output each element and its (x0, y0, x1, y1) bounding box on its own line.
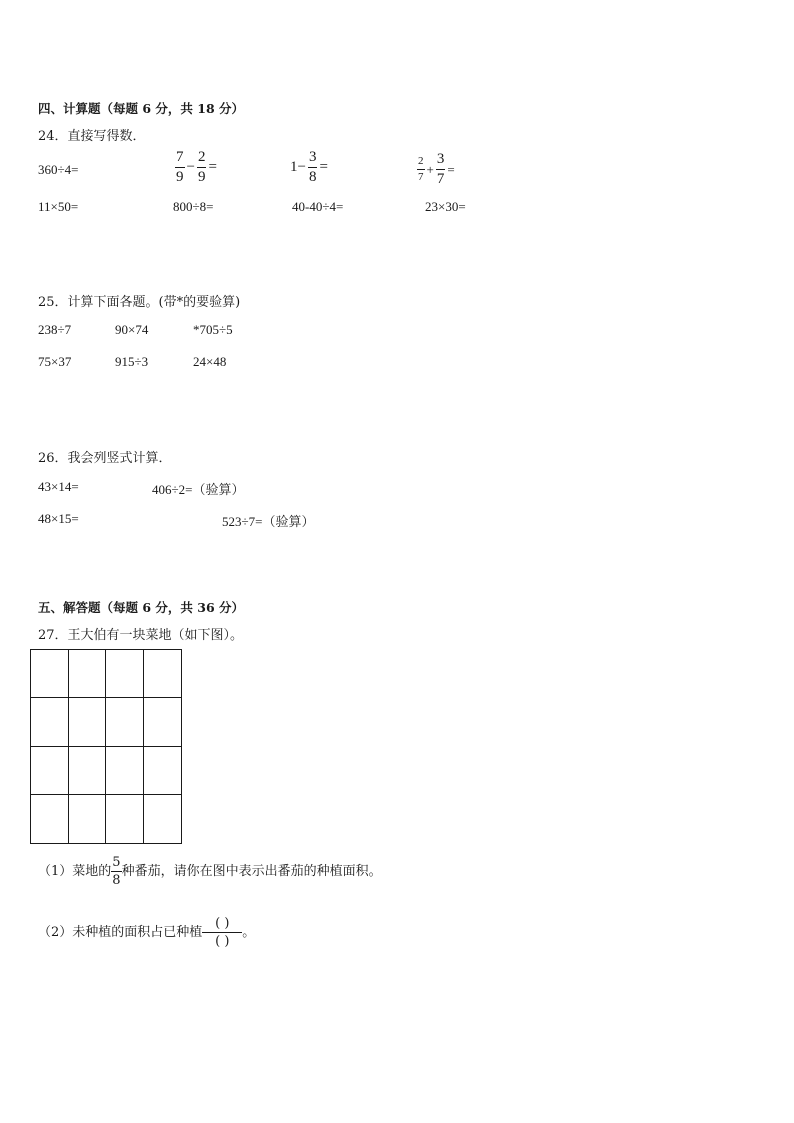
q27-part-2: （2）未种植的面积占已种植 $\frac{( )}{( )}$ 。 (38, 916, 256, 949)
grid-cell[interactable] (144, 650, 182, 698)
fraction-3-7: $\frac{3}{7}$ (436, 151, 445, 187)
question-27-label: 27．王大伯有一块菜地（如下图）。 (38, 628, 244, 643)
grid-cell[interactable] (69, 747, 107, 795)
grid-cell[interactable] (31, 650, 69, 698)
q24-expr-5: 11×50= (38, 199, 79, 214)
fraction-7-9: $\frac{7}{9}$ (176, 149, 184, 185)
q24-expr-2: $\frac{7}{9}$ − $\frac{2}{9}$ = (176, 149, 217, 185)
fraction-2-9: $\frac{2}{9}$ (197, 149, 206, 185)
q27-part-1: （1）菜地的 $\frac{5}{8}$ 种番茄，请你在图中表示出番茄的种植面积。 (38, 855, 382, 888)
q24-expr-4: $\frac{2}{7}$ + $\frac{3}{7}$ = (418, 151, 455, 187)
q24-expr-8: 23×30= (425, 199, 466, 214)
fraction-3-8: $\frac{3}{8}$ (308, 149, 317, 185)
question-25-label: 25．计算下面各题。(带*的要验算) (38, 295, 241, 310)
grid-cell[interactable] (69, 795, 107, 843)
q25-expr-2: 90×74 (115, 322, 149, 337)
q25-expr-5: 915÷3 (115, 354, 149, 369)
section-5-title: 五、解答题（每题 6 分，共 36 分） (38, 600, 245, 615)
grid-cell[interactable] (31, 795, 69, 843)
q26-expr-4: 523÷7=（验算） (222, 514, 315, 529)
q26-expr-1: 43×14= (38, 479, 79, 494)
grid-cell[interactable] (106, 698, 144, 746)
answer-blank-fraction[interactable]: $\frac{( )}{( )}$ (202, 917, 242, 948)
section-4-title: 四、计算题（每题 6 分，共 18 分） (38, 101, 245, 116)
q24-expr-7: 40-40÷4= (292, 199, 344, 214)
q25-expr-1: 238÷7 (38, 322, 72, 337)
vegetable-plot-grid[interactable] (30, 649, 182, 844)
q25-expr-4: 75×37 (38, 354, 72, 369)
q26-expr-2: 406÷2=（验算） (152, 482, 245, 497)
q25-expr-3: *705÷5 (193, 322, 233, 337)
question-26-label: 26．我会列竖式计算． (38, 451, 172, 466)
q24-expr-6: 800÷8= (173, 199, 214, 214)
grid-cell[interactable] (106, 795, 144, 843)
grid-cell[interactable] (144, 747, 182, 795)
q24-expr-3: 1− $\frac{3}{8}$ = (290, 149, 328, 185)
question-24-label: 24．直接写得数． (38, 129, 146, 144)
grid-cell[interactable] (144, 795, 182, 843)
grid-cell[interactable] (31, 698, 69, 746)
q24-expr-1: 360÷4= (38, 162, 79, 177)
fraction-2-7: $\frac{2}{7}$ (418, 155, 424, 183)
grid-cell[interactable] (69, 650, 107, 698)
q25-expr-6: 24×48 (193, 354, 227, 369)
q26-expr-3: 48×15= (38, 511, 79, 526)
grid-cell[interactable] (69, 698, 107, 746)
grid-cell[interactable] (144, 698, 182, 746)
grid-cell[interactable] (31, 747, 69, 795)
grid-cell[interactable] (106, 650, 144, 698)
fraction-5-8: $\frac{5}{8}$ (112, 855, 121, 888)
grid-cell[interactable] (106, 747, 144, 795)
